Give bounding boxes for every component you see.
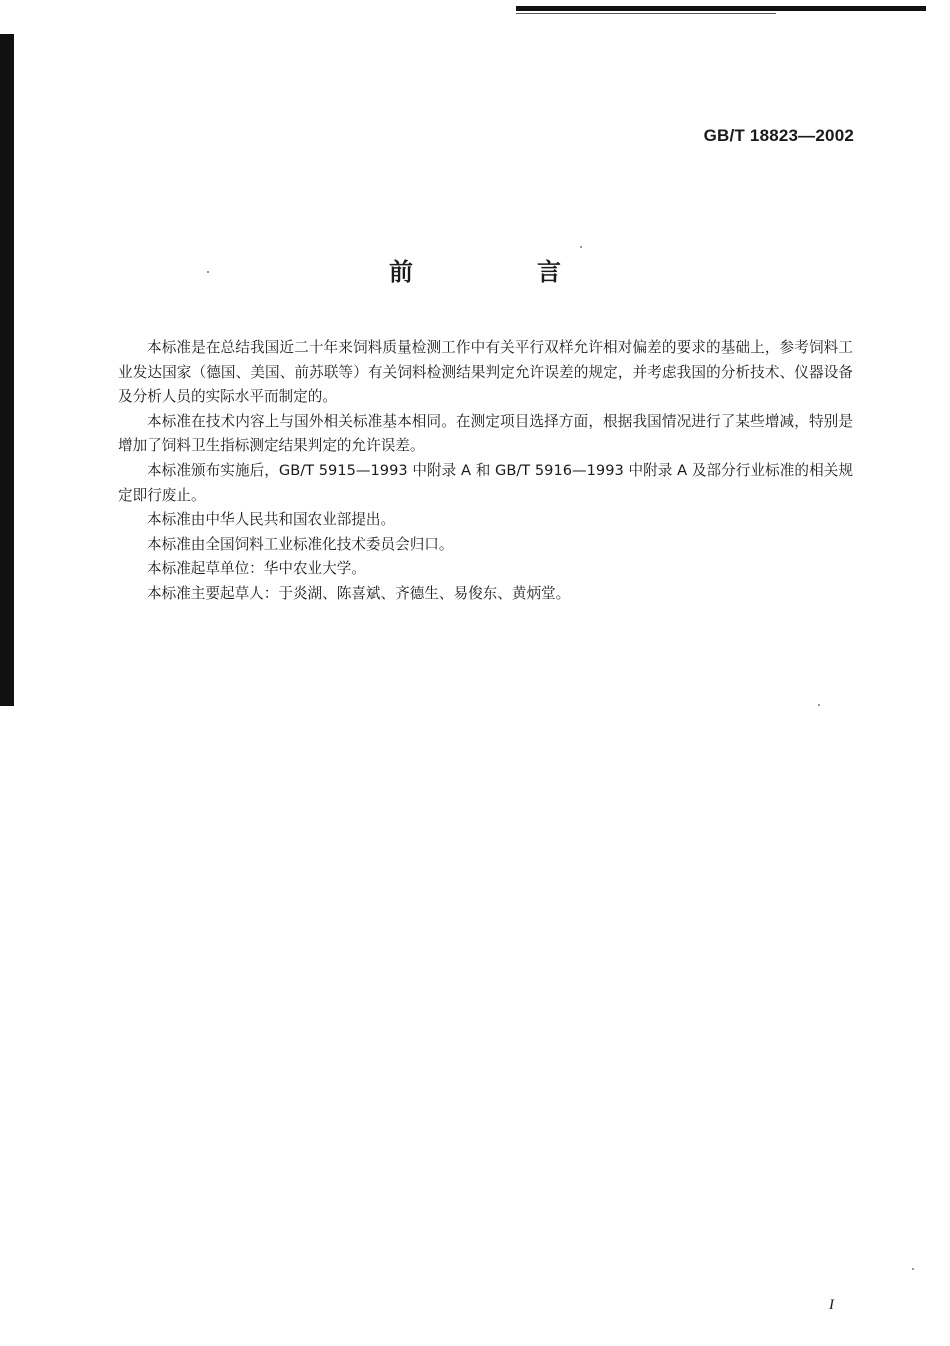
paragraph: 本标准主要起草人：于炎湖、陈喜斌、齐德生、易俊东、黄炳堂。	[147, 584, 571, 602]
paragraph: 本标准由中华人民共和国农业部提出。	[147, 511, 396, 529]
page-number: I	[829, 1297, 834, 1313]
paragraph: 本标准起草单位：华中农业大学。	[147, 560, 366, 578]
scan-edge-top	[516, 6, 926, 11]
paragraph: 本标准在技术内容上与国外相关标准基本相同。在测定项目选择方面，根据我国情况进行了某些增减，特别是增加了饲料卫生指标测定结果判定的允许误差。	[118, 412, 853, 455]
page-title: 前 言	[389, 258, 611, 286]
scan-edge-top-line	[516, 13, 776, 14]
standard-code: GB/T 18823—2002	[703, 126, 854, 145]
foreword-body	[118, 336, 853, 607]
scan-speck	[207, 271, 209, 273]
scan-speck	[580, 246, 582, 248]
paragraph: 本标准是在总结我国近二十年来饲料质量检测工作中有关平行双样允许相对偏差的要求的基础上，参考饲料工业发达国家（德国、美国、前苏联等）有关饲料检测结果判定允许误差的规定，并考虑我国的分析技术、仪器设备及分析人员的实际水平而制定的。	[118, 339, 853, 406]
paragraph: 本标准颁布实施后，GB/T 5915—1993 中附录 A 和 GB/T 5916—1993 中附录 A 及部分行业标准的相关规定即行废止。	[118, 461, 853, 504]
paragraph: 本标准由全国饲料工业标准化技术委员会归口。	[147, 535, 454, 553]
scan-speck	[818, 704, 820, 706]
scan-edge-left	[0, 34, 14, 706]
scan-speck	[912, 1268, 914, 1270]
